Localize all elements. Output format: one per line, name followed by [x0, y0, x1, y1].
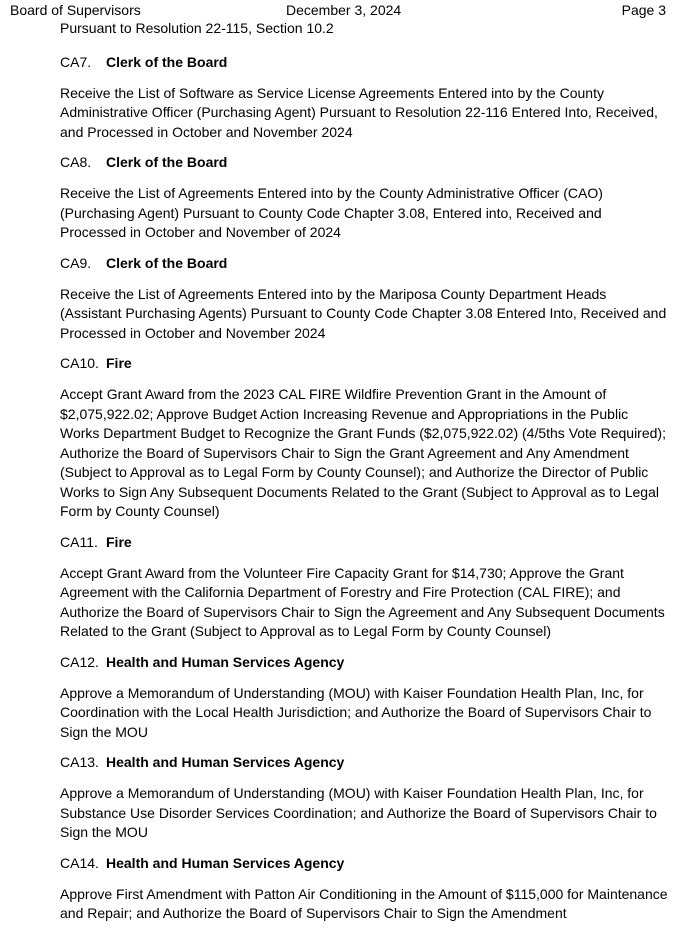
item-heading	[60, 533, 670, 553]
page-header	[0, 0, 680, 20]
agenda-content	[60, 19, 670, 935]
item-code: CA11.	[60, 533, 98, 550]
agenda-item-ca10	[60, 354, 670, 522]
agenda-item-ca8	[60, 153, 670, 243]
item-description: Receive the List of Agreements Entered into by the Mariposa County Department Heads (Assistant Purchasing Agents) Pursuant to County Code Chapter 3.08 Entered Into, Received and Processed in October and November 2024	[60, 285, 667, 341]
header-date: December 3, 2024	[286, 2, 402, 18]
item-description: Accept Grant Award from the 2023 CAL FIRE Wildfire Prevention Grant in the Amount of $2,075,922.02; Approve Budget Action Increasing Revenue and Appropriations in the Public Works Department Budget to Recognize the Grant Funds ($2,075,922.02) (4/5ths Vote Required); Authorize the Board of Supervisors Chair to Sign the Grant Agreement and Any Amendment (Subject to Approval as to Legal Form by County Counsel); and Authorize the Director of Public Works to Sign Any Subsequent Documents Related to the Grant (Subject to Approval as to Legal Form by County Counsel)	[60, 386, 666, 519]
item-code: CA14.	[60, 854, 99, 871]
item-department: Fire	[106, 533, 132, 550]
item-code: CA10.	[60, 355, 99, 371]
item-description: Approve a Memorandum of Understanding (MOU) with Kaiser Foundation Health Plan, Inc, for Substance Use Disorder Services Coordination; and Authorize the Board of Supervisors Chair to Sign the MOU	[60, 785, 657, 840]
item-department: Health and Human Services Agency	[106, 754, 345, 770]
item-code: CA9.	[60, 254, 92, 271]
item-code: CA8.	[60, 154, 92, 170]
agenda-item-ca12	[60, 653, 670, 743]
item-department: Health and Human Services Agency	[106, 653, 345, 670]
item-code: CA13.	[60, 754, 99, 770]
item-description: Approve a Memorandum of Understanding (MOU) with Kaiser Foundation Health Plan, Inc, for Coordination with the Local Health Jurisdiction; and Authorize the Board of Supervisors Chair to Sign the MOU	[60, 684, 652, 740]
item-department: Clerk of the Board	[106, 154, 228, 170]
item-heading	[60, 153, 670, 173]
item-department: Clerk of the Board	[106, 254, 228, 271]
agenda-item-ca14	[60, 854, 670, 924]
item-department: Fire	[106, 355, 132, 371]
item-description: Approve First Amendment with Patton Air Conditioning in the Amount of $115,000 for Maintenance and Repair; and Authorize the Board of Supervisors Chair to Sign the Amendment	[60, 885, 668, 921]
item-code: CA7.	[60, 53, 92, 70]
item-heading	[60, 254, 670, 274]
item-heading	[60, 53, 670, 73]
item-department: Clerk of the Board	[106, 53, 228, 70]
item-description: Receive the List of Agreements Entered into by the County Administrative Officer (CAO) (Purchasing Agent) Pursuant to County Code Chapter 3.08, Entered into, Received and Processed in October and November of 2024	[60, 185, 603, 240]
item-description: Receive the List of Software as Service License Agreements Entered into by the County Administrative Officer (Purchasing Agent) Pursuant to Resolution 22-116 Entered Into, Received, and Processed in October and November 2024	[60, 84, 658, 140]
item-heading	[60, 854, 670, 874]
header-page-number: Page 3	[621, 2, 666, 18]
carryover-text: Pursuant to Resolution 22-115, Section 10.2	[60, 20, 334, 36]
item-heading	[60, 753, 670, 773]
header-board-name: Board of Supervisors	[10, 2, 141, 18]
item-code: CA12.	[60, 653, 99, 670]
agenda-item-ca11	[60, 533, 670, 642]
agenda-item-ca13	[60, 753, 670, 843]
item-description: Accept Grant Award from the Volunteer Fire Capacity Grant for $14,730; Approve the Grant Agreement with the California Department of Forestry and Fire Protection (CAL FIRE); and Authorize the Board of Supervisors Chair to Sign the Agreement and Any Subsequent Documents Related to the Grant (Subject to Approval as to Legal Form by County Counsel)	[60, 564, 665, 639]
item-heading	[60, 354, 670, 374]
item-department: Health and Human Services Agency	[106, 854, 345, 871]
item-heading	[60, 653, 670, 673]
agenda-item-ca7	[60, 53, 670, 143]
agenda-item-ca9	[60, 254, 670, 344]
